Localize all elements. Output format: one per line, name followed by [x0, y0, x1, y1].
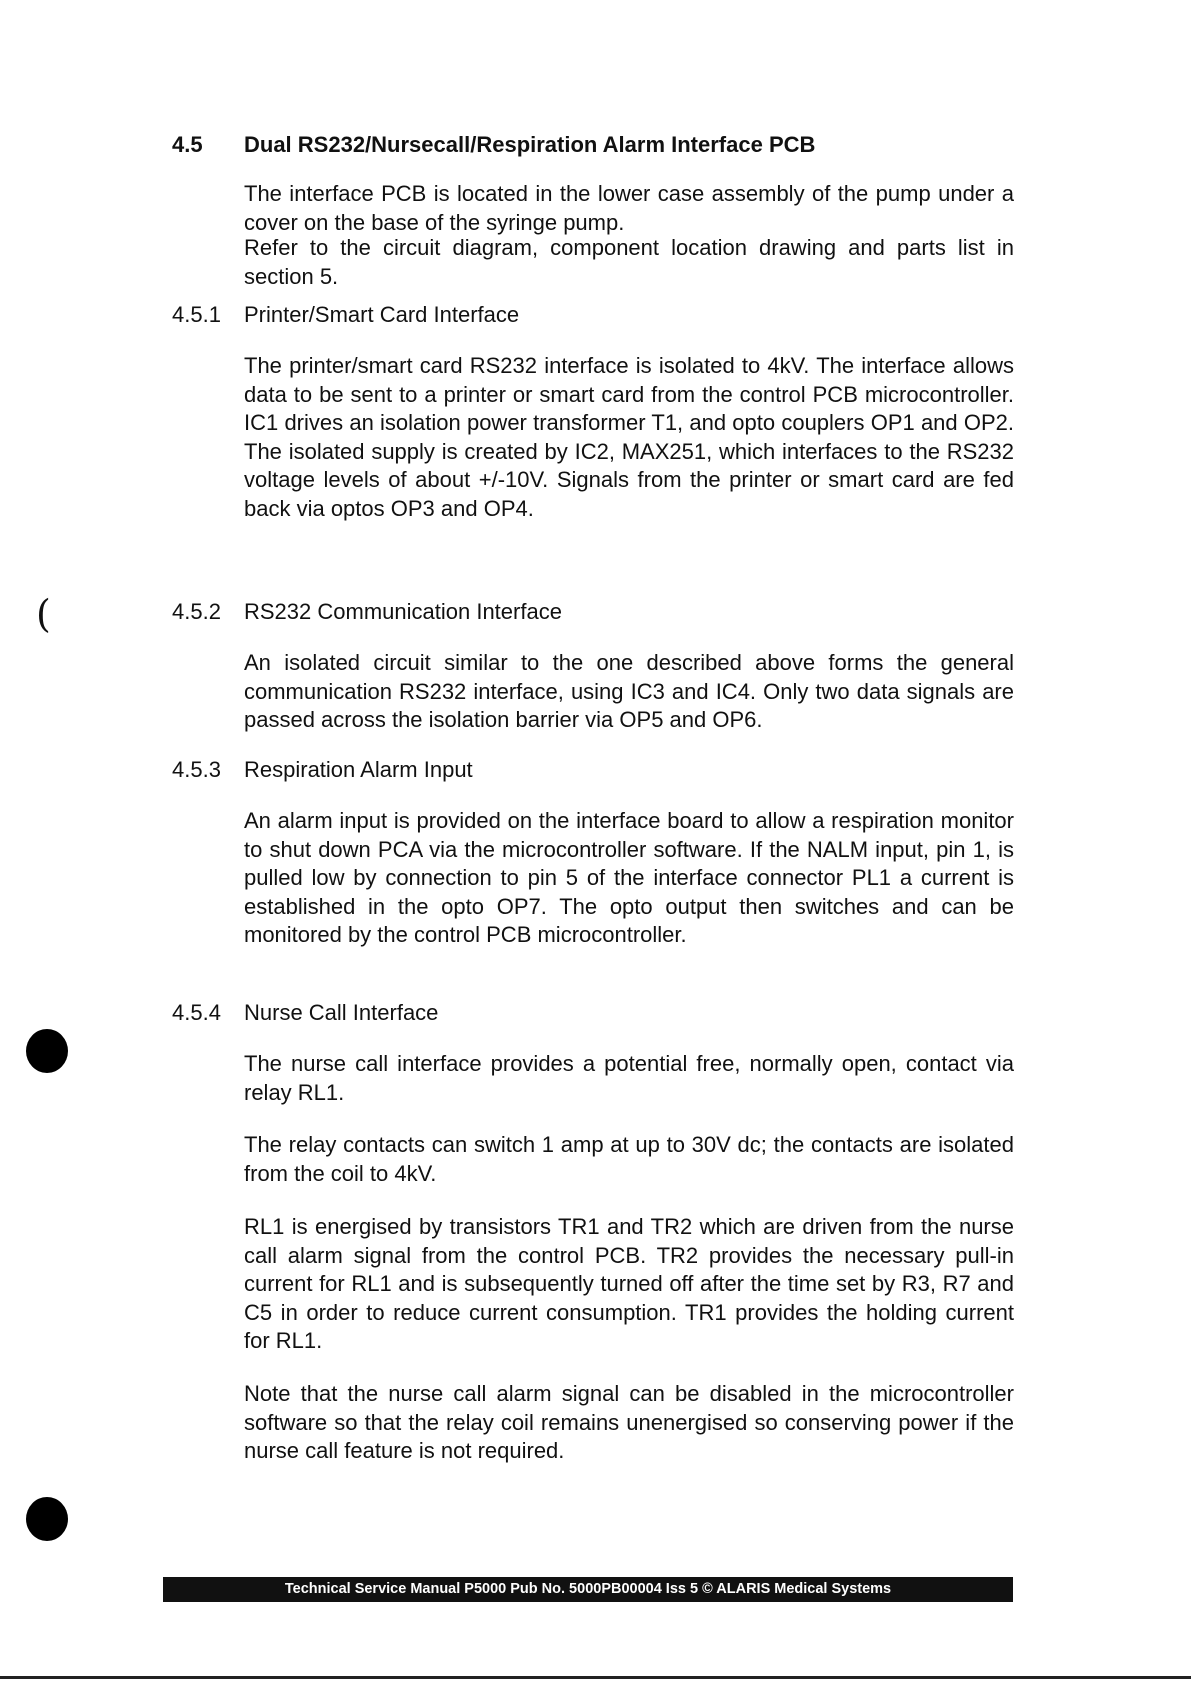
bottom-rule — [0, 1676, 1191, 1679]
subsection-number: 4.5.3 — [172, 757, 221, 782]
subsection-heading — [172, 599, 562, 625]
margin-mark: ( — [36, 592, 51, 636]
body-paragraph: The nurse call interface provides a potential free, normally open, contact via relay RL1. — [244, 1051, 1014, 1105]
section-heading — [172, 132, 815, 158]
body-paragraph: RL1 is energised by transistors TR1 and TR2 which are driven from the nurse call alarm signal from the control PCB. TR2 provides the necessary pull-in current for RL1 and is subsequently turned off after the time set by R3, R7 and C5 in order to reduce current consumption. TR1 provides the holding current for RL1. — [244, 1214, 1014, 1354]
subsection-number: 4.5.1 — [172, 302, 221, 327]
subsection-title: Respiration Alarm Input — [244, 757, 473, 782]
subsection-heading — [172, 1000, 438, 1026]
section-title: Dual RS232/Nursecall/Respiration Alarm Interface PCB — [244, 132, 816, 157]
subsection-title: Nurse Call Interface — [244, 1000, 439, 1025]
intro-paragraph: The interface PCB is located in the lower case assembly of the pump under a cover on the base of the syringe pump. — [244, 181, 1014, 235]
intro-paragraph: Refer to the circuit diagram, component location drawing and parts list in section 5. — [244, 235, 1014, 289]
punch-hole — [26, 1497, 68, 1541]
subsection-heading — [172, 757, 473, 783]
footer-bar: Technical Service Manual P5000 Pub No. 5000PB00004 Iss 5 © ALARIS Medical Systems — [163, 1577, 1013, 1602]
section-number: 4.5 — [172, 132, 203, 157]
body-paragraph: Note that the nurse call alarm signal can be disabled in the microcontroller software so that the relay coil remains unenergised so conserving power if the nurse call feature is not required. — [244, 1381, 1014, 1464]
subsection-title: RS232 Communication Interface — [244, 599, 562, 624]
subsection-number: 4.5.2 — [172, 599, 221, 624]
subsection-heading — [172, 302, 519, 328]
body-paragraph: An alarm input is provided on the interface board to allow a respiration monitor to shut down PCA via the microcontroller software. If the NALM input, pin 1, is pulled low by connection to pin 5 of the interface connector PL1 a current is established in the opto OP7. The opto output then switches and can be monitored by the control PCB microcontroller. — [244, 808, 1014, 948]
subsection-title: Printer/Smart Card Interface — [244, 302, 520, 327]
body-paragraph: An isolated circuit similar to the one described above forms the general communication RS232 interface, using IC3 and IC4. Only two data signals are passed across the isolation barrier via OP5 and OP6. — [244, 650, 1014, 733]
subsection-number: 4.5.4 — [172, 1000, 221, 1025]
body-paragraph: The printer/smart card RS232 interface is isolated to 4kV. The interface allows data to be sent to a printer or smart card from the control PCB microcontroller. IC1 drives an isolation power transformer T1, and opto couplers OP1 and OP2. The isolated supply is created by IC2, MAX251, which interfaces to the RS232 voltage levels of about +/-10V. Signals from the printer or smart card are fed back via optos OP3 and OP4. — [244, 353, 1014, 521]
punch-hole — [26, 1029, 68, 1073]
body-paragraph: The relay contacts can switch 1 amp at up to 30V dc; the contacts are isolated from the coil to 4kV. — [244, 1132, 1014, 1186]
